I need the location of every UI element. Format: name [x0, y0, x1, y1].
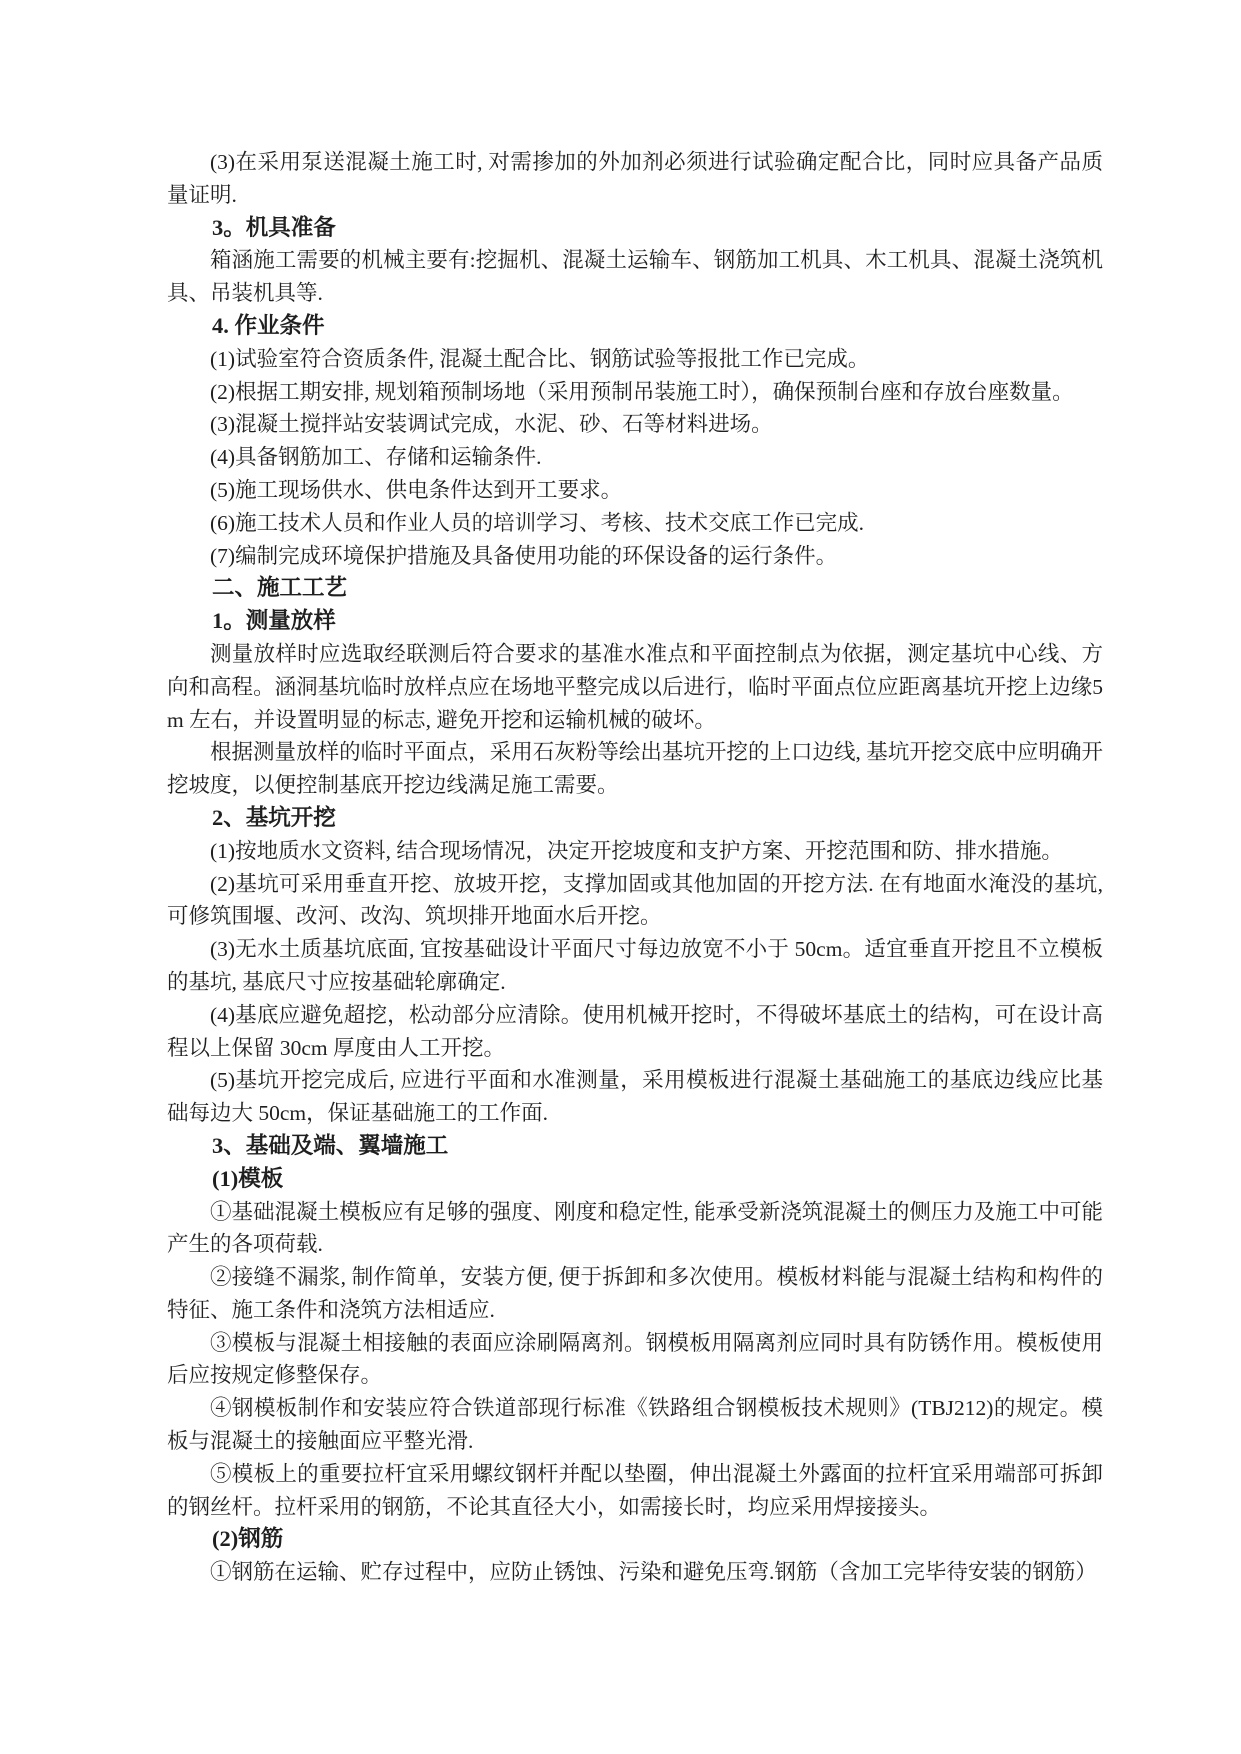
paragraph: ⑤模板上的重要拉杆宜采用螺纹钢杆并配以垫圈，伸出混凝土外露面的拉杆宜采用端部可拆卸的钢丝杆。拉杆采用的钢筋，不论其直径大小，如需接长时，均应采用焊接接头。: [167, 1461, 1103, 1519]
paragraph: ①基础混凝土模板应有足够的强度、刚度和稳定性, 能承受新浇筑混凝土的侧压力及施工中可能产生的各项荷载.: [167, 1199, 1103, 1257]
section-heading: 3。机具准备: [212, 214, 336, 240]
paragraph: (3)在采用泵送混凝土施工时, 对需掺加的外加剂必须进行试验确定配合比，同时应具备产品质量证明.: [167, 150, 1103, 207]
section-heading: (2)钢筋: [212, 1526, 284, 1552]
paragraph: (2)基坑可采用垂直开挖、放坡开挖，支撑加固或其他加固的开挖方法. 在有地面水淹没的基坑, 可修筑围堰、改河、改沟、筑坝排开地面水后开挖。: [167, 871, 1103, 929]
document-body: [167, 146, 1103, 1589]
section-heading: 2、基坑开挖: [212, 804, 336, 830]
paragraph: (3)无水土质基坑底面, 宜按基础设计平面尺寸每边放宽不小于 50cm。适宜垂直开挖且不立模板的基坑, 基底尺寸应按基础轮廓确定.: [167, 937, 1103, 994]
section-heading: 3、基础及端、翼墙施工: [212, 1132, 449, 1158]
paragraph: (3)混凝土搅拌站安装调试完成，水泥、砂、石等材料进场。: [210, 412, 773, 437]
paragraph: 箱涵施工需要的机械主要有:挖掘机、混凝土运输车、钢筋加工机具、木工机具、混凝土浇筑机具、吊装机具等.: [167, 248, 1103, 306]
paragraph: ③模板与混凝土相接触的表面应涂刷隔离剂。钢模板用隔离剂应同时具有防锈作用。模板使用后应按规定修整保存。: [167, 1330, 1103, 1388]
paragraph: (1)按地质水文资料, 结合现场情况，决定开挖坡度和支护方案、开挖范围和防、排水措施。: [210, 838, 1063, 863]
paragraph: (2)根据工期安排, 规划箱预制场地（采用预制吊装施工时），确保预制台座和存放台座数量。: [210, 379, 1074, 404]
paragraph: (7)编制完成环境保护措施及具备使用功能的环保设备的运行条件。: [210, 543, 838, 568]
section-heading: (1)模板: [212, 1165, 284, 1191]
paragraph: 测量放样时应选取经联测后符合要求的基准水准点和平面控制点为依据，测定基坑中心线、方向和高程。涵洞基坑临时放样点应在场地平整完成以后进行，临时平面点位应距离基坑开挖上边缘5m 左右，并设置明显的标志, 避免开挖和运输机械的破坏。: [167, 641, 1103, 732]
paragraph: (6)施工技术人员和作业人员的培训学习、考核、技术交底工作已完成.: [210, 510, 864, 535]
paragraph: (4)基底应避免超挖，松动部分应清除。使用机械开挖时，不得破坏基底土的结构，可在设计高程以上保留 30cm 厚度由人工开挖。: [167, 1002, 1103, 1060]
paragraph: (5)基坑开挖完成后, 应进行平面和水准测量，采用模板进行混凝土基础施工的基底边线应比基础每边大 50cm，保证基础施工的工作面.: [167, 1068, 1103, 1126]
paragraph: 根据测量放样的临时平面点，采用石灰粉等绘出基坑开挖的上口边线, 基坑开挖交底中应明确开挖坡度，以便控制基底开挖边线满足施工需要。: [167, 740, 1103, 798]
paragraph: ②接缝不漏浆, 制作简单，安装方便, 便于拆卸和多次使用。模板材料能与混凝土结构和构件的特征、施工条件和浇筑方法相适应.: [167, 1265, 1103, 1322]
paragraph: ①钢筋在运输、贮存过程中，应防止锈蚀、污染和避免压弯.钢筋（含加工完毕待安装的钢筋）: [210, 1560, 1097, 1585]
section-heading: 1。测量放样: [212, 608, 336, 634]
section-heading: 4. 作业条件: [212, 312, 325, 338]
section-heading: 二、施工工艺: [212, 575, 348, 601]
paragraph: (1)试验室符合资质条件, 混凝土配合比、钢筋试验等报批工作已完成。: [210, 346, 870, 371]
paragraph: ④钢模板制作和安装应符合铁道部现行标准《铁路组合钢模板技术规则》(TBJ212)的规定。模板与混凝土的接触面应平整光滑.: [167, 1396, 1103, 1454]
paragraph: (4)具备钢筋加工、存储和运输条件.: [210, 445, 542, 470]
paragraph: (5)施工现场供水、供电条件达到开工要求。: [210, 477, 623, 502]
